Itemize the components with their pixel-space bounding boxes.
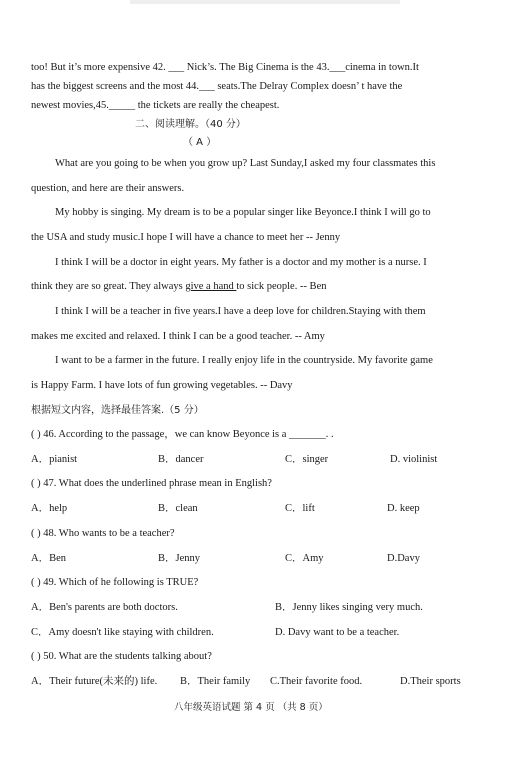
top-scan-shadow — [130, 0, 400, 4]
instruction: 根据短文内容，选择最佳答案.（5 分） — [31, 405, 204, 416]
underlined-phrase: give a hand — [185, 281, 237, 292]
option: D. violinist — [390, 454, 438, 465]
option: A．Ben — [31, 553, 66, 564]
option: D.Davy — [387, 553, 420, 564]
passage-line: question, and here are their answers. — [31, 183, 185, 194]
option: B．Their family — [180, 676, 251, 687]
option: D. Davy want to be a teacher. — [275, 627, 400, 638]
passage-line: What are you going to be when you grow up? Last Sunday,I asked my four classmates this — [55, 158, 436, 169]
question-stem: ( ) 49. Which of he following is TRUE? — [31, 577, 199, 588]
section-part-label: （ A ） — [183, 137, 217, 148]
option: B．clean — [158, 503, 198, 514]
option: B．dancer — [158, 454, 204, 465]
option: C．Amy — [285, 553, 324, 564]
page-footer: 八年级英语试题 第 4 页 （共 8 页） — [174, 702, 328, 713]
option: D.Their sports — [400, 676, 461, 687]
passage-text: to sick people. -- Ben — [236, 281, 327, 292]
option: B．Jenny — [158, 553, 200, 564]
question-stem: ( ) 50. What are the students talking about? — [31, 651, 212, 662]
option: B．Jenny likes singing very much. — [275, 602, 423, 613]
option: A．Ben's parents are both doctors. — [31, 602, 178, 613]
passage-line-underlined — [31, 280, 326, 294]
passage-text: think they are so great. They always — [31, 281, 186, 292]
passage-line: I want to be a farmer in the future. I really enjoy life in the countryside. My favorite game — [55, 355, 433, 366]
passage-line: the USA and study music.I hope I will have a chance to meet her -- Jenny — [31, 232, 341, 243]
passage-line: makes me excited and relaxed. I think I can be a good teacher. -- Amy — [31, 331, 325, 342]
option: C．Amy doesn't like staying with children. — [31, 627, 214, 638]
question-stem: ( ) 46. According to the passage，we can know Beyonce is a _______. . — [31, 429, 334, 440]
passage-line: My hobby is singing. My dream is to be a popular singer like Beyonce.I think I will go to — [55, 207, 431, 218]
question-stem: ( ) 48. Who wants to be a teacher? — [31, 528, 175, 539]
option: C．lift — [285, 503, 315, 514]
option: D. keep — [387, 503, 420, 514]
option: A．pianist — [31, 454, 78, 465]
cloze-line-1: too! But it’s more expensive 42. ___ Nick’s. The Big Cinema is the 43.___cinema in town.It — [31, 62, 419, 73]
option: A．Their future(未来的) life. — [31, 676, 158, 687]
option: A．help — [31, 503, 68, 514]
section-title: 二、阅读理解。（40 分） — [135, 119, 246, 130]
option: C．singer — [285, 454, 329, 465]
question-stem: ( ) 47. What does the underlined phrase mean in English? — [31, 478, 272, 489]
cloze-line-2: has the biggest screens and the most 44.___ seats.The Delray Complex doesn’ t have the — [31, 81, 403, 92]
passage-line: I think I will be a doctor in eight years. My father is a doctor and my mother is a nurse. I — [55, 257, 427, 268]
passage-line: I think I will be a teacher in five years.I have a deep love for children.Staying with them — [55, 306, 426, 317]
cloze-line-3: newest movies,45._____ the tickets are really the cheapest. — [31, 100, 280, 111]
passage-line: is Happy Farm. I have lots of fun growing vegetables. -- Davy — [31, 380, 293, 391]
option: C.Their favorite food. — [270, 676, 363, 687]
